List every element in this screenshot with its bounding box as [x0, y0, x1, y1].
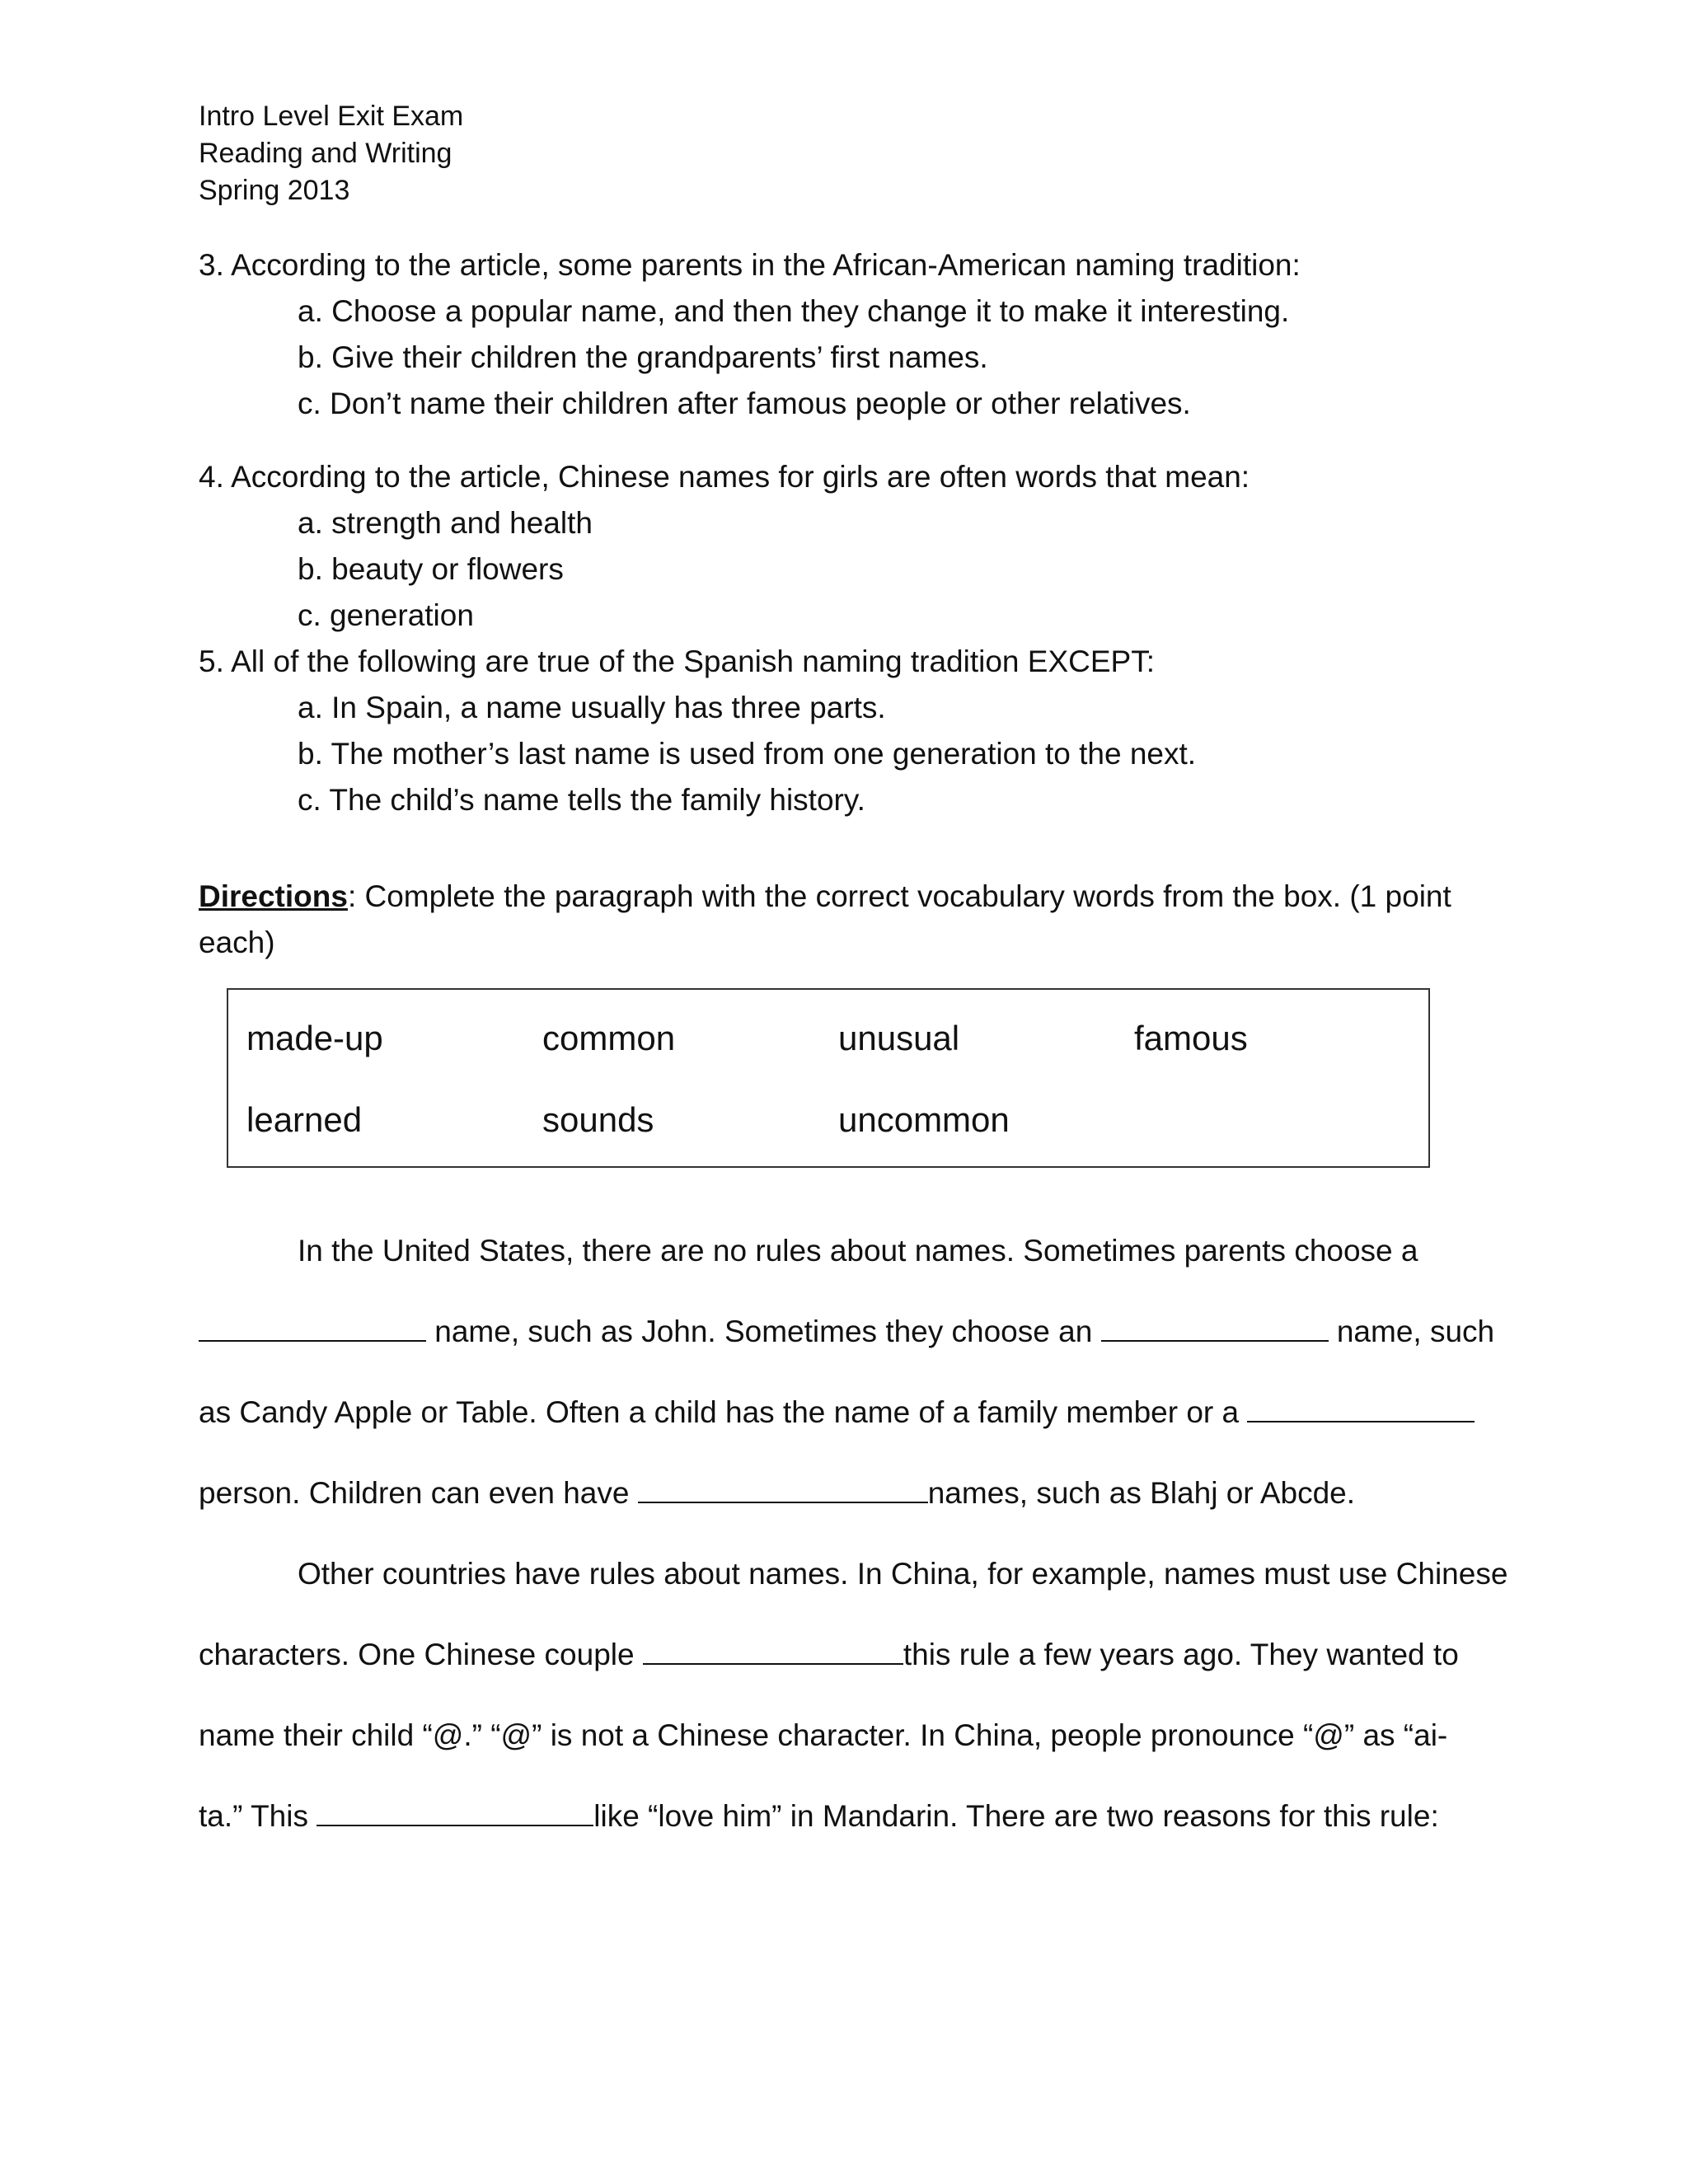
question-4-stem: 4. According to the article, Chinese names for girls are often words that mean: [199, 460, 1250, 494]
word-box-item: famous [1134, 1019, 1248, 1057]
header-exam-title: Intro Level Exit Exam [199, 101, 464, 132]
answer-blank-2[interactable] [1101, 1314, 1329, 1342]
word-box-item: sounds [542, 1100, 654, 1139]
directions-text: : Complete the paragraph with the correct vocabulary words from the box. (1 point each) [199, 879, 1451, 959]
question-5-stem: 5. All of the following are true of the Spanish naming tradition EXCEPT: [199, 644, 1155, 678]
question-3-stem: 3. According to the article, some parents in the African-American naming tradition: [199, 248, 1301, 282]
paragraph-line-8 [199, 1797, 1439, 1836]
paragraph-line-2 [199, 1312, 1494, 1352]
answer-blank-5[interactable] [643, 1637, 903, 1665]
word-box-item: common [542, 1019, 676, 1057]
paragraph-text: ta.” This [199, 1799, 308, 1833]
paragraph-text: as Candy Apple or Table. Often a child has the name of a family member or a [199, 1395, 1240, 1429]
question-3-option-c: c. Don’t name their children after famous people or other relatives. [298, 387, 1191, 420]
word-box-item: made-up [246, 1019, 383, 1057]
paragraph-line-4 [199, 1474, 1355, 1513]
paragraph-line-5: Other countries have rules about names. In China, for example, names must use Chinese [298, 1557, 1508, 1591]
paragraph-text: person. Children can even have [199, 1476, 630, 1510]
question-5-option-c: c. The child’s name tells the family history. [298, 783, 865, 817]
question-4-option-a: a. strength and health [298, 506, 593, 540]
paragraph-line-1: In the United States, there are no rules about names. Sometimes parents choose a [298, 1234, 1418, 1268]
paragraph-text: name, such [1336, 1315, 1495, 1348]
question-3-option-b: b. Give their children the grandparents’ first names. [298, 340, 988, 374]
vocabulary-word-box [227, 988, 1430, 1168]
question-5-option-b: b. The mother’s last name is used from one generation to the next. [298, 737, 1197, 771]
question-4-option-c: c. generation [298, 598, 474, 632]
paragraph-text: this rule a few years ago. They wanted to [903, 1638, 1459, 1671]
word-box-item: unusual [838, 1019, 960, 1057]
paragraph-text: like “love him” in Mandarin. There are two reasons for this rule: [593, 1799, 1439, 1833]
answer-blank-4[interactable] [638, 1475, 928, 1503]
paragraph-text: names, such as Blahj or Abcde. [927, 1476, 1356, 1510]
header-subject: Reading and Writing [199, 138, 452, 169]
question-3-option-a: a. Choose a popular name, and then they change it to make it interesting. [298, 294, 1290, 328]
header-term: Spring 2013 [199, 175, 350, 206]
paragraph-line-7: name their child “@.” “@” is not a Chinese character. In China, people pronounce “@” as “ai- [199, 1718, 1448, 1752]
paragraph-line-3 [199, 1393, 1475, 1432]
directions-label: Directions [199, 879, 348, 913]
question-4-option-b: b. beauty or flowers [298, 552, 564, 586]
answer-blank-6[interactable] [316, 1798, 593, 1826]
answer-blank-1[interactable] [199, 1314, 426, 1342]
paragraph-line-6 [199, 1635, 1459, 1675]
paragraph-text: name, such as John. Sometimes they choose an [434, 1315, 1093, 1348]
directions-paragraph [199, 874, 1484, 966]
paragraph-text: characters. One Chinese couple [199, 1638, 635, 1671]
answer-blank-3[interactable] [1247, 1394, 1475, 1422]
word-box-item: uncommon [838, 1100, 1010, 1139]
word-box-item: learned [246, 1100, 363, 1139]
question-5-option-a: a. In Spain, a name usually has three parts. [298, 691, 886, 724]
